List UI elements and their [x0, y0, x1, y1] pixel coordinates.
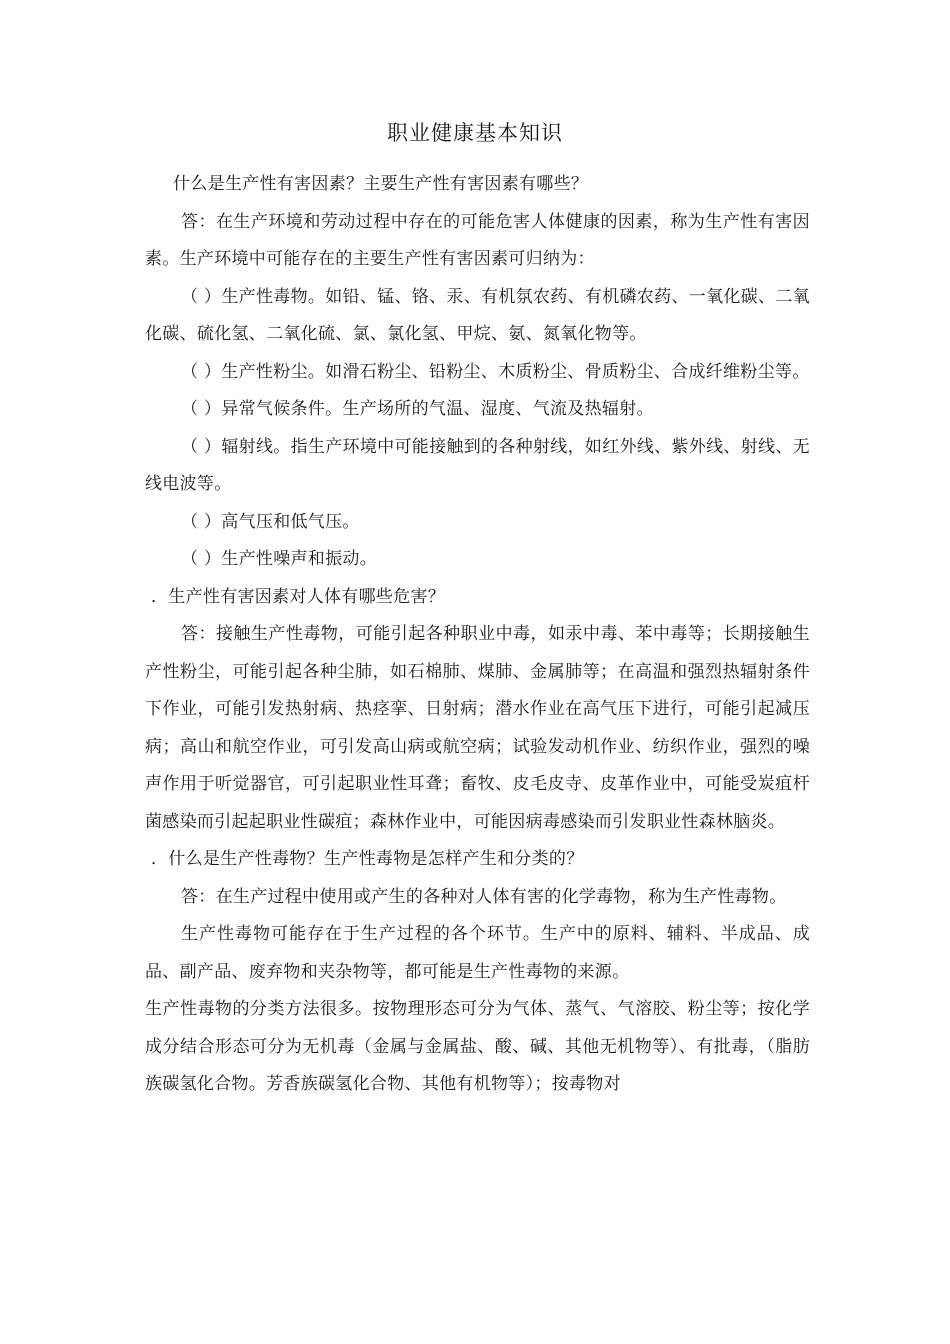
answer-paragraph: 答：在生产环境和劳动过程中存在的可能危害人体健康的因素，称为生产性有害因素。生产环境中可能存在的主要生产性有害因素可归纳为： — [145, 211, 810, 269]
answer-paragraph: 答：在生产过程中使用或产生的各种对人体有害的化学毒物，称为生产性毒物。 — [181, 886, 787, 907]
list-item: （ ）异常气候条件。生产场所的气温、湿度、气流及热辐射。 — [181, 399, 654, 419]
document-body — [145, 166, 810, 1104]
list-item: （ ）生产性毒物。如铅、锰、铬、汞、有机氛农药、有机磷农药、一氧化碳、二氧化碳、硫化氢、二氧化硫、氯、氯化氢、甲烷、氨、氮氧化物等。 — [145, 286, 810, 344]
answer-paragraph: 答：接触生产性毒物，可能引起各种职业中毒，如汞中毒、苯中毒等；长期接触生产性粉尘，可能引起各种尘肺，如石棉肺、煤肺、金属肺等；在高温和强烈热辐射条件下作业，可能引发热射病、热痉挛、日射病；潜水作业在高气压下进行，可能引起减压病；高山和航空作业，可引发高山病或航空病；试验发动机作业、纺织作业，强烈的噪声作用于听觉器官，可引起职业性耳聋；畜牧、皮毛皮寺、皮革作业中，可能受炭疽杆菌感染而引起起职业性碳疽；森林作业中，可能因病毒感染而引发职业性森林脑炎。 — [145, 624, 810, 832]
body-paragraph: 生产性毒物可能存在于生产过程的各个环节。生产中的原料、辅料、半成品、成品、副产品、废弃物和夹杂物等，都可能是生产性毒物的来源。 — [145, 924, 810, 982]
document-title: 职业健康基本知识 — [387, 121, 563, 145]
list-item: （ ）生产性粉尘。如滑石粉尘、铅粉尘、木质粉尘、骨质粉尘、合成纤维粉尘等。 — [181, 361, 810, 382]
list-item: （ ）生产性噪声和振动。 — [181, 549, 378, 569]
list-item: （ ）辐射线。指生产环境中可能接触到的各种射线，如红外线、紫外线、射线、无线电波等。 — [145, 436, 810, 494]
question-paragraph: ．生产性有害因素对人体有哪些危害？ — [151, 586, 446, 607]
question-paragraph: ．什么是生产性毒物？生产性毒物是怎样产生和分类的？ — [151, 849, 584, 869]
question-paragraph: 什么是生产性有害因素？主要生产性有害因素有哪些？ — [173, 174, 589, 194]
list-item: （ ）高气压和低气压。 — [181, 511, 360, 532]
body-paragraph: 生产性毒物的分类方法很多。按物理形态可分为气体、蒸气、气溶胶、粉尘等；按化学成分结合形态可分为无机毒（金属与金属盐、酸、碱、其他无机物等）、有批毒，（脂肪族碳氢化合物。芳香族碳氢化合物、其他有机物等）；按毒物对 — [145, 999, 810, 1094]
